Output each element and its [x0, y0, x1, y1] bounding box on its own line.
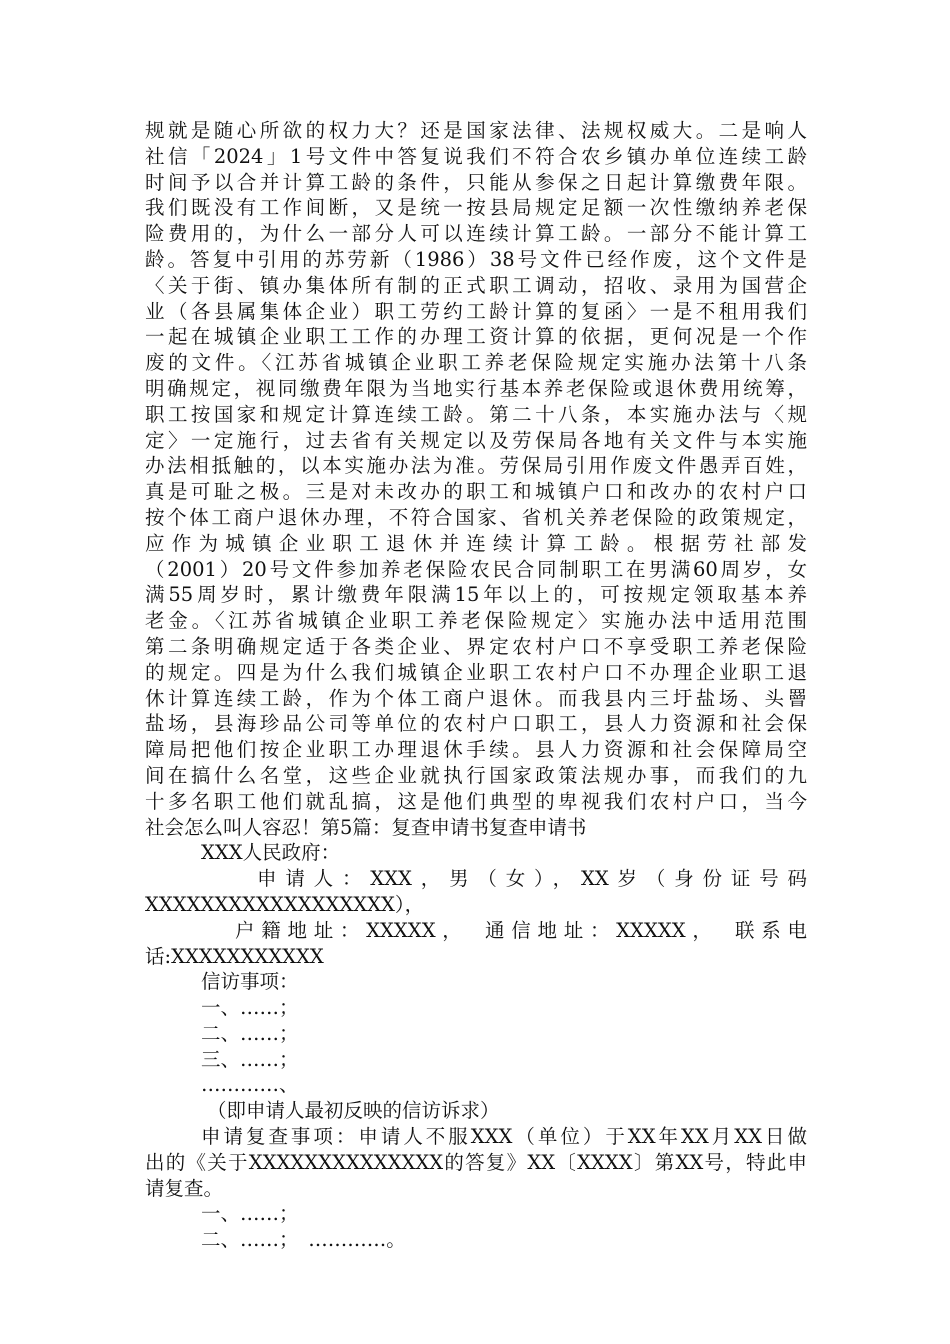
- text-line: 休计算连续工龄，作为个体工商户退休。而我县内三圩盐场、头罾: [145, 686, 807, 710]
- text-line: 真是可耻之极。三是对未改办的职工和城镇户口和改办的农村户口: [145, 480, 807, 504]
- text-line: 龄。答复中引用的苏劳新（1986）38号文件已经作废，这个文件是: [145, 247, 807, 271]
- review-item-line: 申请复查事项：申请人不服XXX（单位）于XX年XX月XX日做: [201, 1125, 807, 1149]
- petition-heading: 信访事项：: [201, 970, 299, 994]
- addressee: XXX人民政府：: [201, 841, 341, 865]
- document-page: [145, 118, 807, 1253]
- text-line: 业（各县属集体企业）职工劳约工龄计算的复函〉一是不租用我们: [145, 299, 807, 323]
- text-line: 应作为城镇企业职工退休并连续计算工龄。根据劳社部发: [145, 531, 807, 555]
- text-line: 社信「2024」1号文件中答复说我们不符合农乡镇办单位连续工龄: [145, 144, 807, 168]
- address-line: 户籍地址：XXXXX， 通信地址：XXXXX， 联系电: [235, 918, 807, 942]
- section-title-line: 社会怎么叫人容忍！第5篇：复查申请书复查申请书: [145, 815, 587, 839]
- text-line: 老金。〈江苏省城镇企业职工养老保险规定〉实施办法中适用范围: [145, 609, 807, 633]
- text-line: 时间予以合并计算工龄的条件，只能从参保之日起计算缴费年限。: [145, 170, 807, 194]
- text-line: 按个体工商户退休办理，不符合国家、省机关养老保险的政策规定，: [145, 505, 807, 529]
- text-line: 第二条明确规定适于各类企业、界定农村户口不享受职工养老保险: [145, 634, 807, 658]
- text-line: （2001）20号文件参加养老保险农民合同制职工在男满60周岁，女: [145, 557, 807, 581]
- text-line: 的规定。四是为什么我们城镇企业职工农村户口不办理企业职工退: [145, 660, 807, 684]
- text-line: 我们既没有工作间断，又是统一按县局规定足额一次性缴纳养老保: [145, 196, 807, 220]
- petition-note: （即申请人最初反映的信访诉求）: [207, 1099, 500, 1123]
- list-item: 二、……；: [201, 1021, 299, 1045]
- text-line: 〈关于街、镇办集体所有制的正式职工调动，招收、录用为国营企: [145, 273, 807, 297]
- text-line: 间在搞什么名堂，这些企业就执行国家政策法规办事，而我们的九: [145, 763, 807, 787]
- list-item: …………、: [201, 1073, 299, 1097]
- list-item: 一、……；: [201, 996, 299, 1020]
- text-line: 规就是随心所欲的权力大？还是国家法律、法规权威大。二是响人: [145, 119, 807, 142]
- review-item-line: 出的《关于XXXXXXXXXXXXXX的答复》XX〔XXXX〕第XX号，特此申: [145, 1150, 807, 1174]
- text-line: 定〉一定施行，过去省有关规定以及劳保局各地有关文件与本实施: [145, 428, 807, 452]
- text-line: 十多名职工他们就乱搞，这是他们典型的卑视我们农村户口，当今: [145, 789, 807, 813]
- text-line: 明确规定，视同缴费年限为当地实行基本养老保险或退休费用统筹，: [145, 376, 807, 400]
- review-request-letter: [145, 840, 807, 1253]
- id-number: XXXXXXXXXXXXXXXXXX），: [145, 892, 425, 916]
- text-line: 职工按国家和规定计算连续工龄。第二十八条，本实施办法与〈规: [145, 402, 807, 426]
- phone-line: 话:XXXXXXXXXXX: [145, 944, 324, 968]
- text-line: 办法相抵触的，以本实施办法为准。劳保局引用作废文件愚弄百姓，: [145, 454, 807, 478]
- text-line: 险费用的，为什么一部分人可以连续计算工龄。一部分不能计算工: [145, 222, 807, 246]
- text-line: 一起在城镇企业职工工作的办理工资计算的依据，更何况是一个作: [145, 325, 807, 349]
- list-item: 二、……； …………。: [201, 1228, 406, 1252]
- text-line: 障局把他们按企业职工办理退休手续。县人力资源和社会保障局空: [145, 738, 807, 762]
- applicant-line: 申请人：XXX，男（女），XX岁（身份证号码: [257, 867, 807, 891]
- list-item: 三、……；: [201, 1047, 299, 1071]
- body-paragraph: [145, 118, 807, 840]
- text-line: 满55周岁时，累计缴费年限满15年以上的，可按规定领取基本养: [145, 583, 807, 607]
- text-line: 废的文件。〈江苏省城镇企业职工养老保险规定实施办法第十八条: [145, 351, 807, 375]
- text-line: 盐场，县海珍品公司等单位的农村户口职工，县人力资源和社会保: [145, 712, 807, 736]
- review-item-line: 请复查。: [145, 1176, 224, 1200]
- list-item: 一、……；: [201, 1202, 299, 1226]
